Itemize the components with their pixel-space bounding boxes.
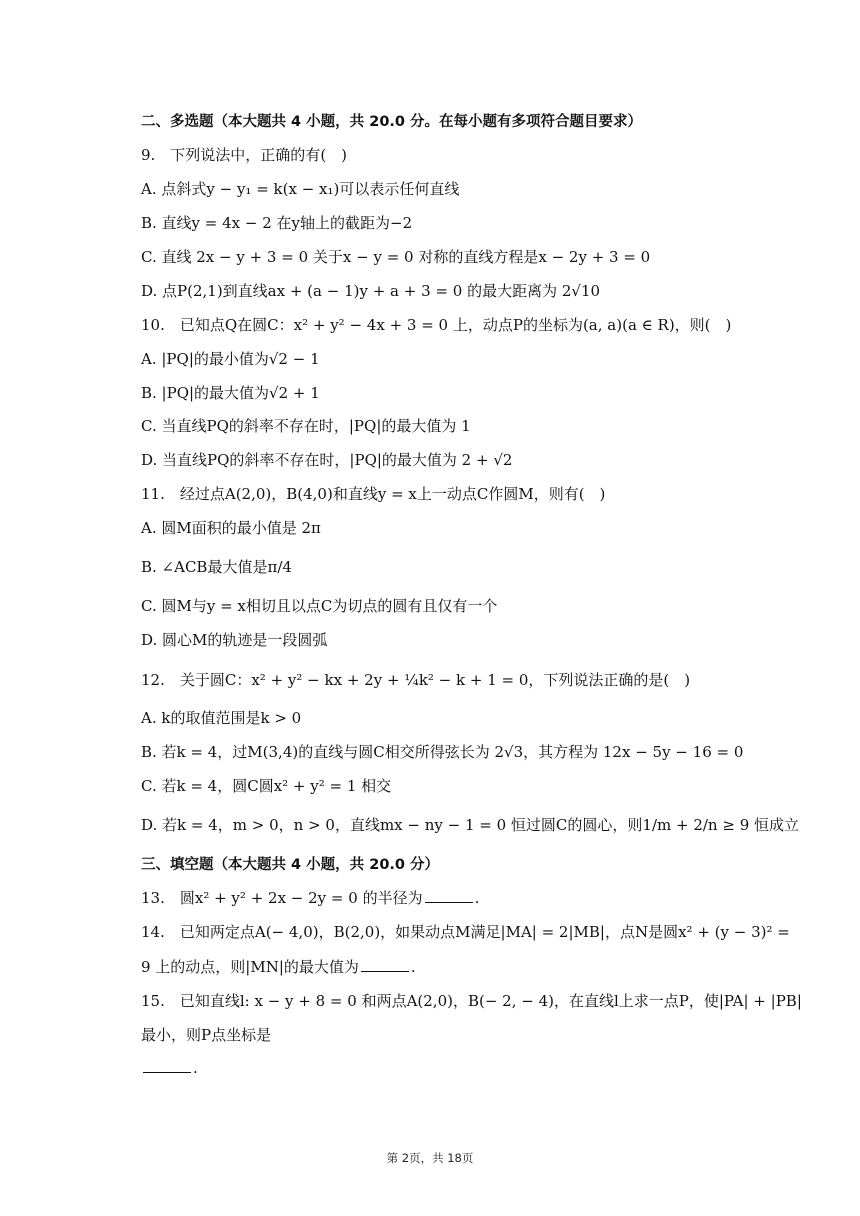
question-9-option-a: A. 点斜式y − y₁ = k(x − x₁)可以表示任何直线 (141, 180, 460, 198)
question-12-option-c: C. 若k = 4，圆C圆x² + y² = 1 相交 (141, 777, 392, 795)
question-11-option-a: A. 圆M面积的最小值是 2π (141, 519, 321, 537)
question-11-option-b: B. ∠ACB最大值是π/4 (141, 558, 292, 576)
question-11-option-d: D. 圆心M的轨迹是一段圆弧 (141, 631, 328, 649)
question-12-option-d: D. 若k = 4，m > 0，n > 0，直线mx − ny − 1 = 0 恒过圆C的圆心，则1/m + 2/n ≥ 9 恒成立 (141, 816, 800, 834)
question-12-option-a: A. k的取值范围是k > 0 (141, 709, 302, 727)
question-11-option-c: C. 圆M与y = x相切且以点C为切点的圆有且仅有一个 (141, 597, 498, 615)
question-14-line-1: 14. 已知两定点A(− 4,0)，B(2,0)，如果动点M满足|MA| = 2|MB|，点N是圆x² + (y − 3)² = (141, 923, 790, 941)
question-14-stem: 9 上的动点，则|MN|的最大值为 (141, 958, 359, 976)
question-13-stem: 13. 圆x² + y² + 2x − 2y = 0 的半径为 (141, 889, 423, 907)
question-15-line-2: 最小，则P点坐标是 (141, 1026, 272, 1044)
question-9-stem: 9. 下列说法中，正确的有( ) (141, 146, 348, 164)
question-12-option-b: B. 若k = 4，过M(3,4)的直线与圆C相交所得弦长为 2√3，其方程为 12x − 5y − 16 = 0 (141, 743, 744, 761)
question-14-tail: . (410, 958, 416, 976)
question-9-option-b: B. 直线y = 4x − 2 在y轴上的截距为−2 (141, 214, 413, 232)
question-15-line-3 (141, 1058, 198, 1078)
question-10-option-d: D. 当直线PQ的斜率不存在时，|PQ|的最大值为 2 + √2 (141, 451, 513, 469)
answer-blank[interactable] (425, 888, 473, 903)
question-9-option-c: C. 直线 2x − y + 3 = 0 关于x − y = 0 对称的直线方程是x − 2y + 3 = 0 (141, 248, 651, 266)
section-multi-choice-heading: 二、多选题（本大题共 4 小题，共 20.0 分。在每小题有多项符合题目要求） (141, 114, 643, 130)
question-12-stem: 12. 关于圆C：x² + y² − kx + 2y + ¼k² − k + 1 = 0，下列说法正确的是( ) (141, 671, 691, 689)
question-10-option-a: A. |PQ|的最小值为√2 − 1 (141, 350, 320, 368)
answer-blank[interactable] (143, 1058, 191, 1073)
question-15-tail: . (193, 1059, 198, 1077)
question-10-stem: 10. 已知点Q在圆C：x² + y² − 4x + 3 = 0 上，动点P的坐标为(a, a)(a ∈ R)，则( ) (141, 316, 732, 334)
question-10-option-b: B. |PQ|的最大值为√2 + 1 (141, 384, 320, 402)
question-11-stem: 11. 经过点A(2,0)，B(4,0)和直线y = x上一动点C作圆M，则有( ) (141, 485, 606, 503)
section-fill-blank-heading: 三、填空题（本大题共 4 小题，共 20.0 分） (141, 857, 440, 873)
answer-blank[interactable] (361, 957, 409, 972)
question-15-line-1: 15. 已知直线l: x − y + 8 = 0 和两点A(2,0)，B(− 2, − 4)，在直线l上求一点P，使|PA| + |PB| (141, 992, 802, 1010)
question-14-line-2 (141, 957, 416, 977)
question-10-option-c: C. 当直线PQ的斜率不存在时，|PQ|的最大值为 1 (141, 417, 471, 435)
question-13 (141, 888, 479, 908)
page-footer: 第 2页，共 18页 (386, 1151, 474, 1165)
question-13-tail: . (474, 889, 480, 907)
question-9-option-d: D. 点P(2,1)到直线ax + (a − 1)y + a + 3 = 0 的最大距离为 2√10 (141, 282, 601, 300)
